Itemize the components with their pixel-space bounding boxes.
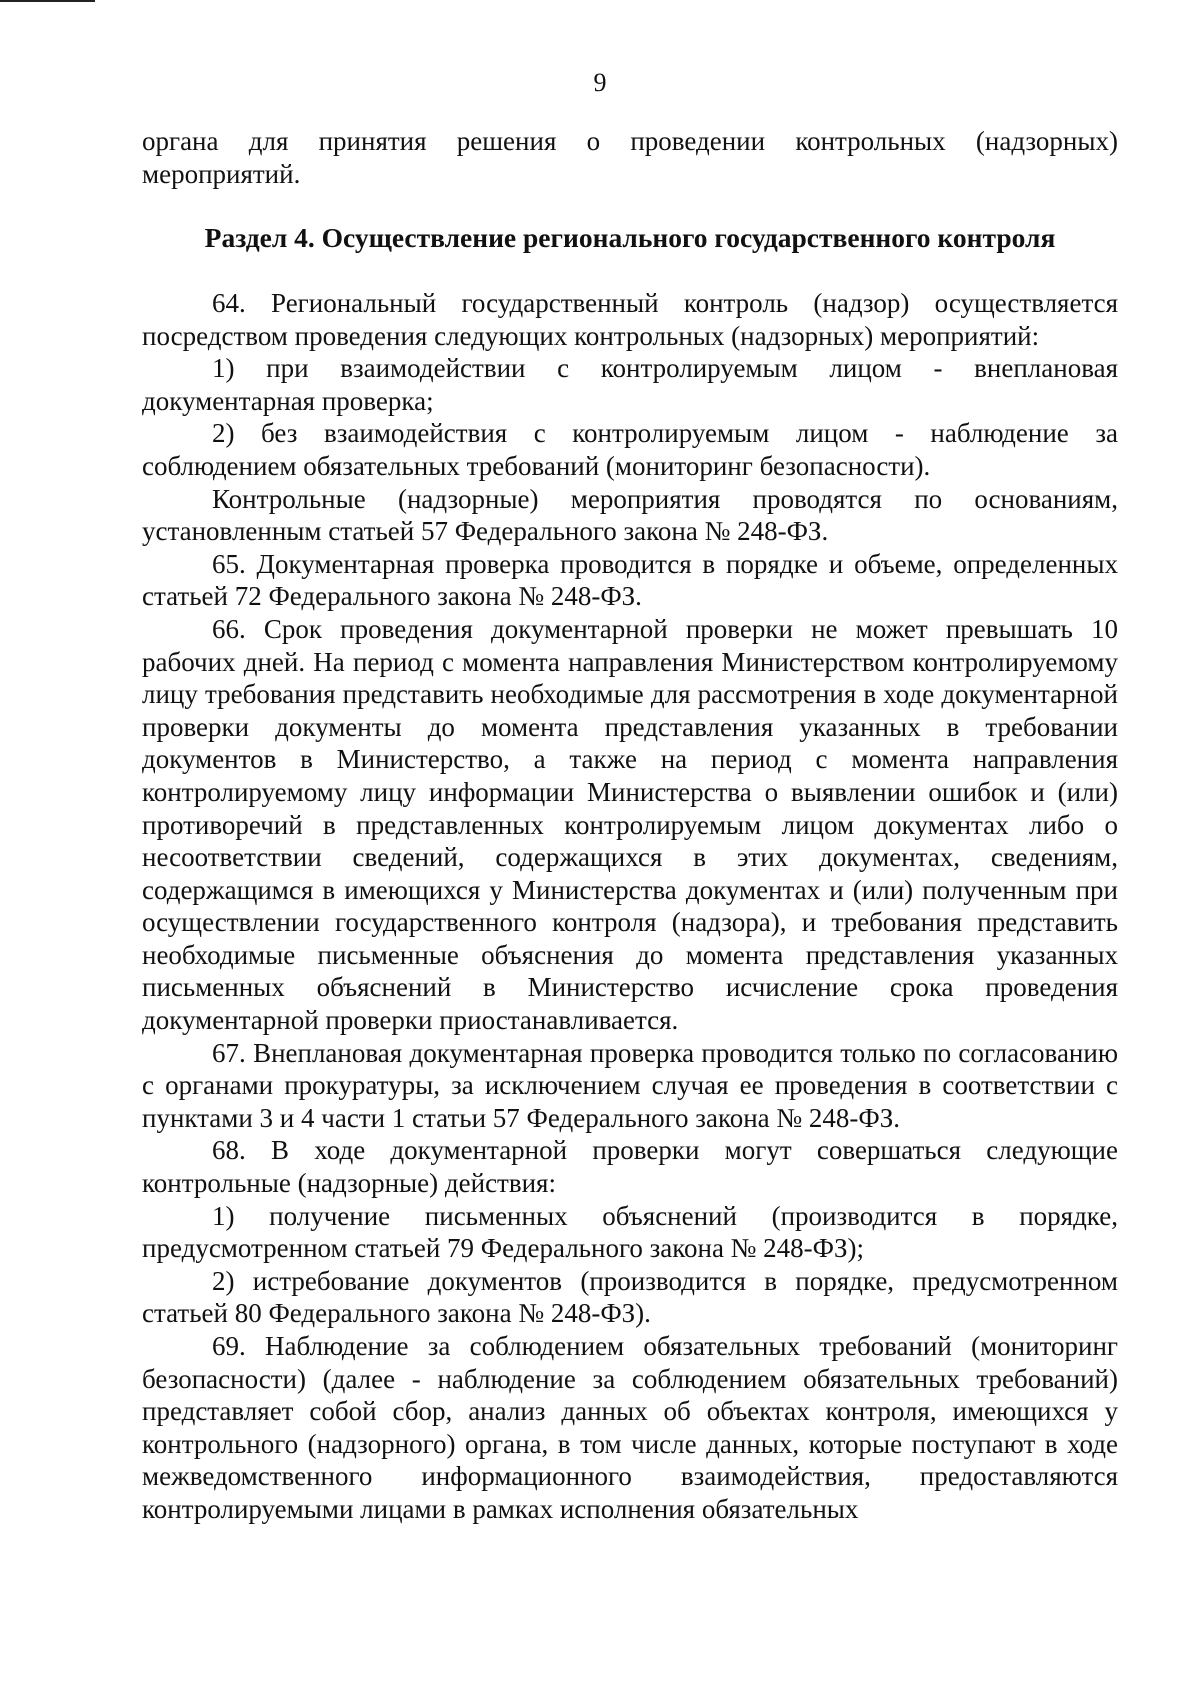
list-item-64-2: 2) без взаимодействия с контролируемым лицом - наблюдение за соблюдением обязательных требований (мониторинг безопасности). [142,418,1118,481]
list-item-68-1: 1) получение письменных объяснений (производится в порядке, предусмотренном статьей 79 Федерального закона № 248-ФЗ); [142,1200,1118,1264]
intro-paragraph: органа для принятия решения о проведении контрольных (надзорных) мероприятий. [142,126,1118,189]
scan-edge-mark [0,0,95,2]
paragraph-67: 67. Внеплановая документарная проверка проводится только по согласованию с органами прокуратуры, за исключением случая ее проведения в соответствии с пунктами 3 и 4 части 1 статьи 57 Федерального закона № 248-ФЗ. [142,1037,1118,1133]
intro-block [142,125,1118,190]
list-item-68-2: 2) истребование документов (производится в порядке, предусмотренном статьей 80 Федерального закона № 248-ФЗ). [142,1265,1118,1329]
page-number: 9 [593,68,607,97]
paragraph-65: 65. Документарная проверка проводится в порядке и объеме, определенных статьей 72 Федерального закона № 248-ФЗ. [142,548,1118,612]
paragraph-68: 68. В ходе документарной проверки могут совершаться следующие контрольные (надзорные) действия: [142,1135,1118,1199]
paragraph-64: 64. Региональный государственный контроль (надзор) осуществляется посредством проведения следующих контрольных (надзорных) мероприятий: [142,288,1118,351]
section-title: Раздел 4. Осуществление регионального государственного контроля [204,222,1056,253]
body-text [142,287,1118,1526]
list-item-64-1: 1) при взаимодействии с контролируемым лицом - внеплановая документарная проверка; [142,353,1118,416]
paragraph-66: 66. Срок проведения документарной проверки не может превышать 10 рабочих дней. На период с момента направления Министерством контролируемому лицу требования представить необходимые для рассмотрения в ходе документарной проверки документы до момента представления указанных в требовании документов в Министерство, а также на период с момента направления контролируемому лицу информации Министерства о выявлении ошибок и (или) противоречий в представленных контролируемым лицом документах либо о несоответствии сведений, содержащихся в этих документах, сведениям, содержащимся в имеющихся у Министерства документах и (или) полученным при осуществлении государственного контроля (надзора), и требования представить необходимые письменные объяснения до момента представления указанных письменных объяснений в Министерство исчисление срока проведения документарной проверки приостанавливается. [142,613,1118,1036]
paragraph-grounds: Контрольные (надзорные) мероприятия проводятся по основаниям, установленным статьей 57 Федерального закона № 248-ФЗ. [142,483,1118,547]
paragraph-69: 69. Наблюдение за соблюдением обязательных требований (мониторинг безопасности) (далее - наблюдение за соблюдением обязательных требований) представляет собой сбор, анализ данных об объектах контроля, имеющихся у контрольного (надзорного) органа, в том числе данных, которые поступают в ходе межведомственного информационного взаимодействия, предоставляются контролируемыми лицами в рамках исполнения обязательных [142,1331,1118,1524]
